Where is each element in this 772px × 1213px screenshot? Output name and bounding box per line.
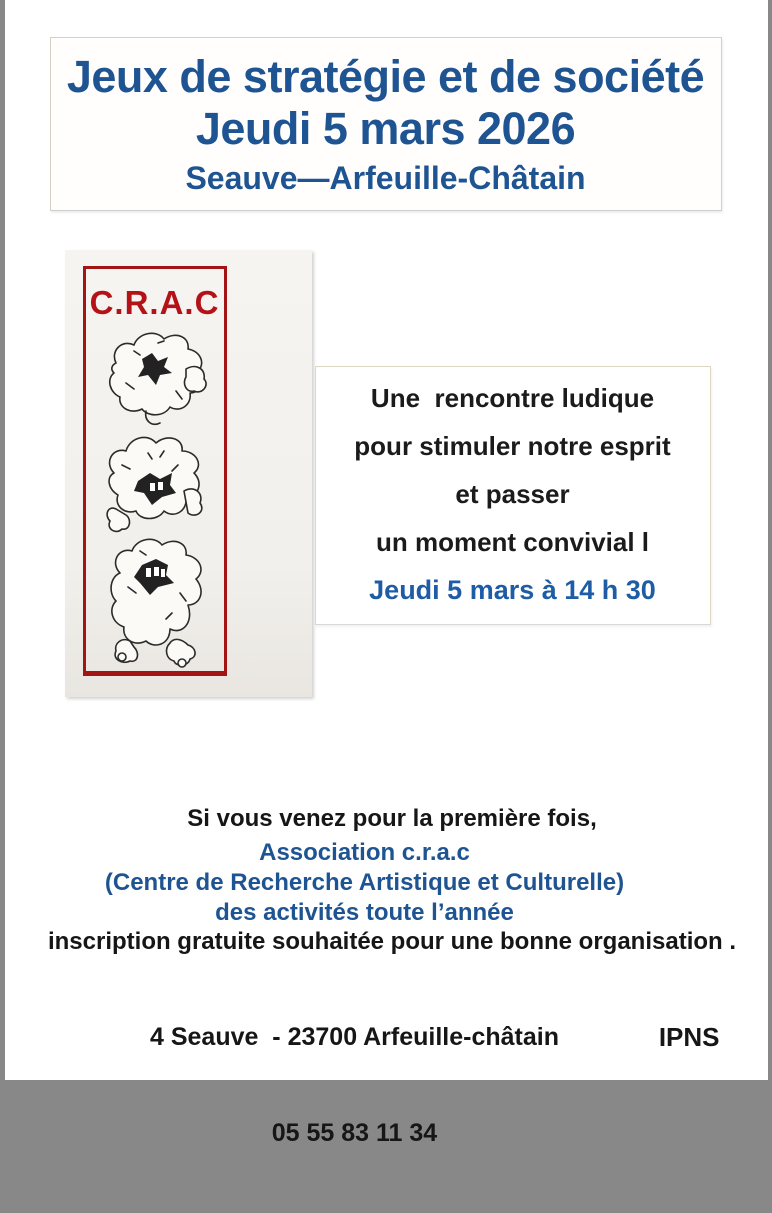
crac-acronym: C.R.A.C <box>86 285 224 321</box>
contact-block <box>5 957 705 1213</box>
header-box <box>50 37 722 211</box>
info-line: pour stimuler notre esprit <box>316 422 710 470</box>
notice-line: inscription gratuite souhaitée pour une bonne organisation . <box>11 921 772 962</box>
info-box <box>315 366 711 625</box>
phone-number: 05 55 83 11 34 <box>5 1117 705 1149</box>
stacked-bears-sketch-illustration <box>88 325 222 667</box>
info-line: et passer <box>316 470 710 518</box>
event-location: Seauve—Arfeuille-Châtain <box>51 155 721 201</box>
logo-scan-image <box>65 250 312 697</box>
address-line: 4 Seauve - 23700 Arfeuille-châtain <box>5 1021 705 1053</box>
info-line: Une rencontre ludique <box>316 374 710 422</box>
info-date-highlight: Jeudi 5 mars à 14 h 30 <box>316 566 710 614</box>
crac-logo-frame <box>83 266 227 676</box>
association-block <box>5 838 725 928</box>
event-date: Jeudi 5 mars 2026 <box>51 103 721 155</box>
info-line: un moment convivial l <box>316 518 710 566</box>
flyer-page <box>5 0 768 1080</box>
association-fullname: (Centre de Recherche Artistique et Culturelle) <box>5 868 725 898</box>
association-name: Association c.r.a.c <box>5 838 725 868</box>
imprint-label: IPNS <box>659 1022 720 1053</box>
notice-line: Si vous venez pour la première fois, <box>11 798 772 839</box>
event-title: Jeux de stratégie et de société <box>51 51 721 103</box>
association-tagline: des activités toute l’année <box>5 898 725 928</box>
